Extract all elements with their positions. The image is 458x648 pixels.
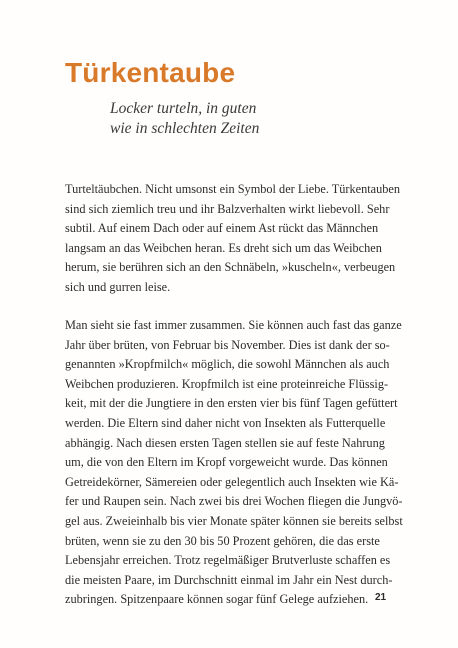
text-line: die meisten Paare, im Durchschnitt einmal im Jahr ein Nest durch- [65,572,393,587]
text-line: fer und Raupen sein. Nach zwei bis drei Wochen fliegen die Jungvö- [65,494,403,509]
paragraph-1 [65,180,400,298]
text-line: Weibchen produzieren. Kropfmilch ist eine proteinreiche Flüssig- [65,376,389,391]
subtitle-line: wie in schlechten Zeiten [110,120,260,137]
text-line: subtil. Auf einem Dach oder auf einem Ast rückt das Männchen [65,221,379,236]
subtitle-line: Locker turteln, in guten [110,100,257,117]
text-line: brüten, wenn sie zu den 30 bis 50 Prozent gehören, die das erste [65,533,380,548]
text-line: Turteltäubchen. Nicht umsonst ein Symbol der Liebe. Türkentauben [65,182,401,196]
text-line: sind sich ziemlich treu und ihr Balzverhalten wirkt liebevoll. Sehr [65,201,390,216]
subtitle [110,99,259,139]
text-line: Lebensjahr erreichen. Trotz regelmäßiger Brutverluste schaffen es [65,553,391,568]
text-line: Man sieht sie fast immer zusammen. Sie können auch fast das ganze [65,318,402,332]
text-line: abhängig. Nach diesen ersten Tagen stellen sie auf feste Nahrung [65,435,385,450]
text-line: um, die von den Eltern im Kropf vorgeweicht wurde. Das können [65,455,388,470]
page-title: Türkentaube [65,57,236,88]
text-line: genannten »Kropfmilch« möglich, die sowohl Männchen als auch [65,357,390,372]
paragraph-2 [65,316,403,610]
text-line: Getreidekörner, Sämereien oder gelegentlich auch Insekten wie Kä- [65,474,399,489]
text-line: sich und gurren leise. [65,279,171,294]
text-line: werden. Die Eltern sind daher nicht von Insekten als Futterquelle [65,415,386,430]
page-number: 21 [375,592,387,603]
text-line: langsam an das Weibchen heran. Es dreht sich um das Weibchen [65,240,382,255]
text-line: Jahr über brüten, von Februar bis November. Dies ist dank der so- [65,337,390,352]
text-line: keit, mit der die Jungtiere in den ersten vier bis fünf Tagen gefüttert [65,396,398,411]
text-line: gel aus. Zweieinhalb bis vier Monate später können sie bereits selbst [65,513,403,528]
text-line: zubringen. Spitzenpaare können sogar fünf Gelege aufziehen. [65,592,369,607]
text-line: herum, sie berühren sich an den Schnäbeln, »kuscheln«, verbeugen [65,260,396,275]
